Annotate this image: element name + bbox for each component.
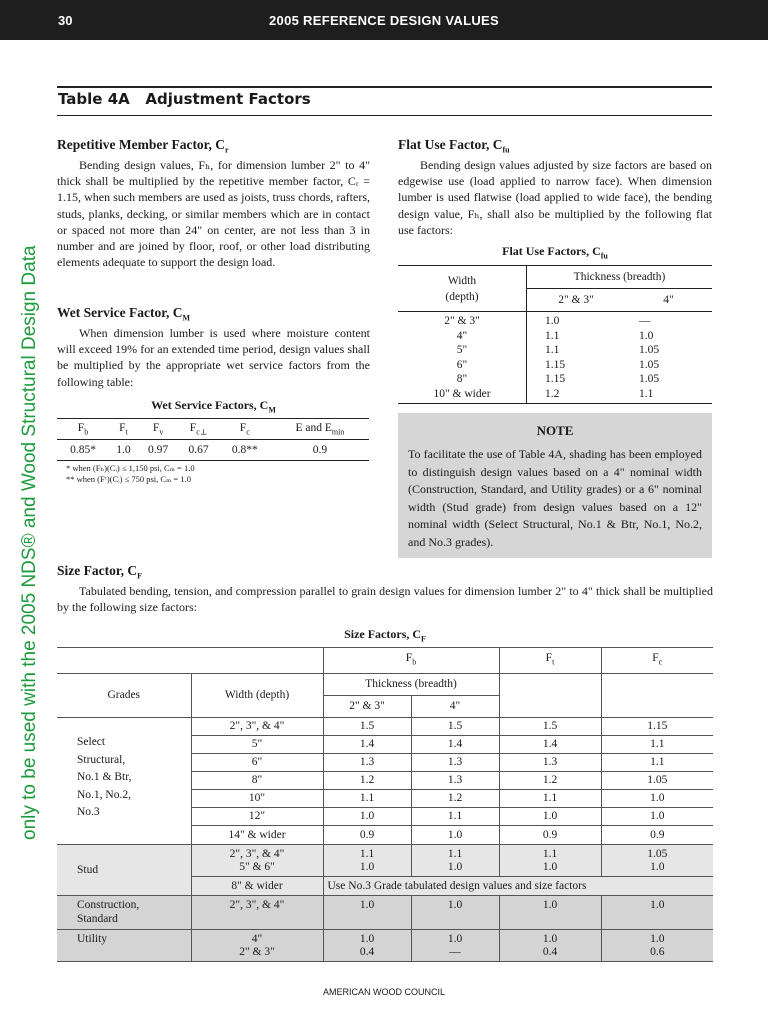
value-cell: 0.8** bbox=[219, 440, 271, 461]
col-b-header: 4" bbox=[625, 289, 712, 312]
vertical-watermark-text: only to be used with the 2005 NDS® and Wood Structural Design Data bbox=[19, 245, 40, 840]
width-cell: 2", 3", & 4" 5" & 6" bbox=[191, 845, 323, 877]
width-values: 2" & 3" 4" 5" 6" 8" 10" & wider bbox=[398, 312, 527, 404]
header-cell: $F_v$ bbox=[138, 419, 178, 440]
header-cell: $F_b$ bbox=[57, 419, 109, 440]
width-cell: 8" & wider bbox=[191, 877, 323, 896]
value-cell: 1.0 0.4 bbox=[499, 930, 601, 962]
table-header-row bbox=[57, 674, 713, 696]
value-cell: 1.0 bbox=[499, 896, 601, 930]
size-factor-section bbox=[57, 563, 713, 644]
footnote: ** when (Fᶜ)(Cᵢ) ≤ 750 psi, Cₘ = 1.0 bbox=[66, 474, 191, 484]
value-cell: 1.2 bbox=[499, 772, 601, 790]
note-box bbox=[398, 413, 712, 558]
value-cell: 0.85* bbox=[57, 440, 109, 461]
table-row bbox=[57, 718, 713, 736]
value-cell: 0.9 bbox=[601, 826, 713, 845]
value-cell: 1.0 bbox=[601, 790, 713, 808]
value-cell: 1.0 — bbox=[411, 930, 499, 962]
value-cell: 1.2 bbox=[411, 790, 499, 808]
flat-table-caption: Flat Use Factors, $C_{fu}$ bbox=[502, 244, 608, 261]
col-a-header: 2" & 3" bbox=[323, 696, 411, 718]
width-cell: 4" 2" & 3" bbox=[191, 930, 323, 962]
wet-service-table bbox=[57, 418, 369, 461]
table-title: Table 4A Adjustment Factors bbox=[58, 90, 311, 108]
width-header: Width (depth) bbox=[398, 266, 527, 312]
value-cell: 0.67 bbox=[178, 440, 218, 461]
table-row bbox=[398, 312, 712, 404]
wet-service-section bbox=[57, 305, 370, 414]
width-cell: 8" bbox=[191, 772, 323, 790]
flat-heading: Flat Use Factor, $C_{fu}$ bbox=[398, 137, 510, 155]
blank-header bbox=[57, 648, 323, 674]
value-cell: 1.0 0.6 bbox=[601, 930, 713, 962]
wet-heading: Wet Service Factor, $C_M$ bbox=[57, 305, 191, 323]
value-cell: 1.4 bbox=[499, 736, 601, 754]
value-cell: 1.4 bbox=[411, 736, 499, 754]
stud-grade-cell: Stud bbox=[57, 845, 191, 896]
value-cell: 1.0 bbox=[411, 826, 499, 845]
construction-grade-cell: Construction, Standard bbox=[57, 896, 191, 930]
col-a-values: 1.0 1.1 1.1 1.15 1.15 1.2 bbox=[527, 312, 625, 404]
value-cell: 1.05 bbox=[601, 772, 713, 790]
select-grades-cell: Select Structural, No.1 & Btr, No.1, No.2, No.3 bbox=[57, 718, 191, 845]
width-cell: 2", 3", & 4" bbox=[191, 718, 323, 736]
width-header: Width (depth) bbox=[191, 674, 323, 718]
value-cell: 1.1 bbox=[323, 790, 411, 808]
utility-grade-cell: Utility bbox=[57, 930, 191, 962]
stud-note-cell: Use No.3 Grade tabulated design values and size factors bbox=[323, 877, 713, 896]
table-row bbox=[57, 930, 713, 962]
header-cell: E and $E_{min}$ bbox=[271, 419, 369, 440]
wet-table-caption: Wet Service Factors, $C_M$ bbox=[151, 397, 276, 415]
size-factors-table bbox=[57, 647, 713, 962]
size-heading: Size Factor, $C_F$ bbox=[57, 563, 142, 581]
value-cell: 1.1 1.0 bbox=[499, 845, 601, 877]
flat-use-section bbox=[398, 137, 712, 261]
ft-header: $F_t$ bbox=[499, 648, 601, 674]
value-cell: 1.4 bbox=[323, 736, 411, 754]
header-cell: $F_t$ bbox=[109, 419, 138, 440]
value-cell: 1.1 bbox=[499, 790, 601, 808]
wet-body: When dimension lumber is used where moisture content will exceed 19% for an extended time period, design values shall be multiplied by the appropriate wet service factors from the following table: bbox=[57, 325, 370, 389]
value-cell: 0.9 bbox=[271, 440, 369, 461]
width-cell: 14" & wider bbox=[191, 826, 323, 845]
header-cell: $F_{c\perp}$ bbox=[178, 419, 218, 440]
value-cell: 1.0 bbox=[499, 808, 601, 826]
value-cell: 1.5 bbox=[499, 718, 601, 736]
value-cell: 1.3 bbox=[411, 754, 499, 772]
flat-use-table bbox=[398, 265, 712, 404]
page-footer: AMERICAN WOOD COUNCIL bbox=[322, 987, 445, 997]
value-cell: 1.05 1.0 bbox=[601, 845, 713, 877]
col-b-values: — 1.0 1.05 1.05 1.05 1.1 bbox=[625, 312, 712, 404]
repetitive-heading: Repetitive Member Factor, $C_r$ bbox=[57, 137, 229, 155]
wet-footnotes bbox=[66, 463, 195, 485]
value-cell: 1.0 bbox=[323, 808, 411, 826]
ft-blank bbox=[499, 674, 601, 718]
table-header-row bbox=[398, 266, 712, 289]
value-cell: 1.2 bbox=[323, 772, 411, 790]
value-cell: 1.1 bbox=[411, 808, 499, 826]
value-cell: 1.0 bbox=[323, 896, 411, 930]
value-cell: 0.9 bbox=[323, 826, 411, 845]
footnote: * when (Fₕ)(Cᵢ) ≤ 1,150 psi, Cₘ = 1.0 bbox=[66, 463, 195, 473]
width-cell: 2", 3", & 4" bbox=[191, 896, 323, 930]
table-row bbox=[57, 845, 713, 877]
fc-blank bbox=[601, 674, 713, 718]
value-cell: 1.0 bbox=[601, 808, 713, 826]
table-header-row bbox=[57, 419, 369, 440]
top-rule bbox=[57, 86, 712, 88]
value-cell: 1.3 bbox=[499, 754, 601, 772]
header-cell: $F_c$ bbox=[219, 419, 271, 440]
value-cell: 1.15 bbox=[601, 718, 713, 736]
thickness-header: Thickness (breadth) bbox=[323, 674, 499, 696]
table-header-row bbox=[57, 648, 713, 674]
fb-header: $F_b$ bbox=[323, 648, 499, 674]
value-cell: 1.0 0.4 bbox=[323, 930, 411, 962]
size-body: Tabulated bending, tension, and compression parallel to grain design values for dimension lumber 2" to 4" thick shall be multiplied by the following size factors: bbox=[57, 583, 713, 614]
title-rule bbox=[57, 115, 712, 116]
value-cell: 1.0 bbox=[601, 896, 713, 930]
page-header bbox=[0, 0, 768, 40]
value-cell: 0.97 bbox=[138, 440, 178, 461]
grades-header: Grades bbox=[57, 674, 191, 718]
width-cell: 12" bbox=[191, 808, 323, 826]
value-cell: 1.5 bbox=[411, 718, 499, 736]
note-title: NOTE bbox=[536, 423, 574, 438]
width-cell: 6" bbox=[191, 754, 323, 772]
col-b-header: 4" bbox=[411, 696, 499, 718]
flat-body: Bending design values adjusted by size factors are based on edgewise use (load applied to narrow face). When dimension lumber is used flatwise (load applied to wide face), the bending design value, Fₕ, shall also be multiplied by the following flat use factors: bbox=[398, 157, 712, 237]
value-cell: 1.1 bbox=[601, 754, 713, 772]
table-row bbox=[57, 440, 369, 461]
size-table-caption: Size Factors, $C_F$ bbox=[344, 627, 426, 644]
value-cell: 1.1 1.0 bbox=[323, 845, 411, 877]
col-a-header: 2" & 3" bbox=[527, 289, 625, 312]
value-cell: 1.3 bbox=[411, 772, 499, 790]
width-cell: 10" bbox=[191, 790, 323, 808]
fc-header: $F_c$ bbox=[601, 648, 713, 674]
width-cell: 5" bbox=[191, 736, 323, 754]
thickness-header: Thickness (breadth) bbox=[527, 266, 713, 289]
note-body: To facilitate the use of Table 4A, shading has been employed to distinguish design values based on a 4" nominal width (Construction, Standard, and Utility grades) or a 6" nominal width (Stud grade) from design values based on a 12" nominal width (Select Structural, No.1 & Btr, No.1, No.2, and No.3 grades). bbox=[408, 447, 702, 549]
repetitive-body: Bending design values, Fₕ, for dimension lumber 2" to 4" thick shall be multiplied by the repetitive member factor, Cᵣ = 1.15, when such members are used as joists, truss chords, rafters, studs, planks, decking, or similar members which are in contact or spaced not more than 24" on center, are not less than 3 in number and are joined by floor, roof, or other load distributing elements adequate to support the design load. bbox=[57, 157, 370, 270]
page-number: 30 bbox=[58, 13, 73, 28]
repetitive-member-section bbox=[57, 137, 370, 271]
value-cell: 1.0 bbox=[411, 896, 499, 930]
value-cell: 1.0 bbox=[109, 440, 138, 461]
value-cell: 1.5 bbox=[323, 718, 411, 736]
table-row bbox=[57, 896, 713, 930]
running-title: 2005 REFERENCE DESIGN VALUES bbox=[269, 13, 499, 28]
value-cell: 1.1 1.0 bbox=[411, 845, 499, 877]
value-cell: 1.3 bbox=[323, 754, 411, 772]
value-cell: 0.9 bbox=[499, 826, 601, 845]
value-cell: 1.1 bbox=[601, 736, 713, 754]
